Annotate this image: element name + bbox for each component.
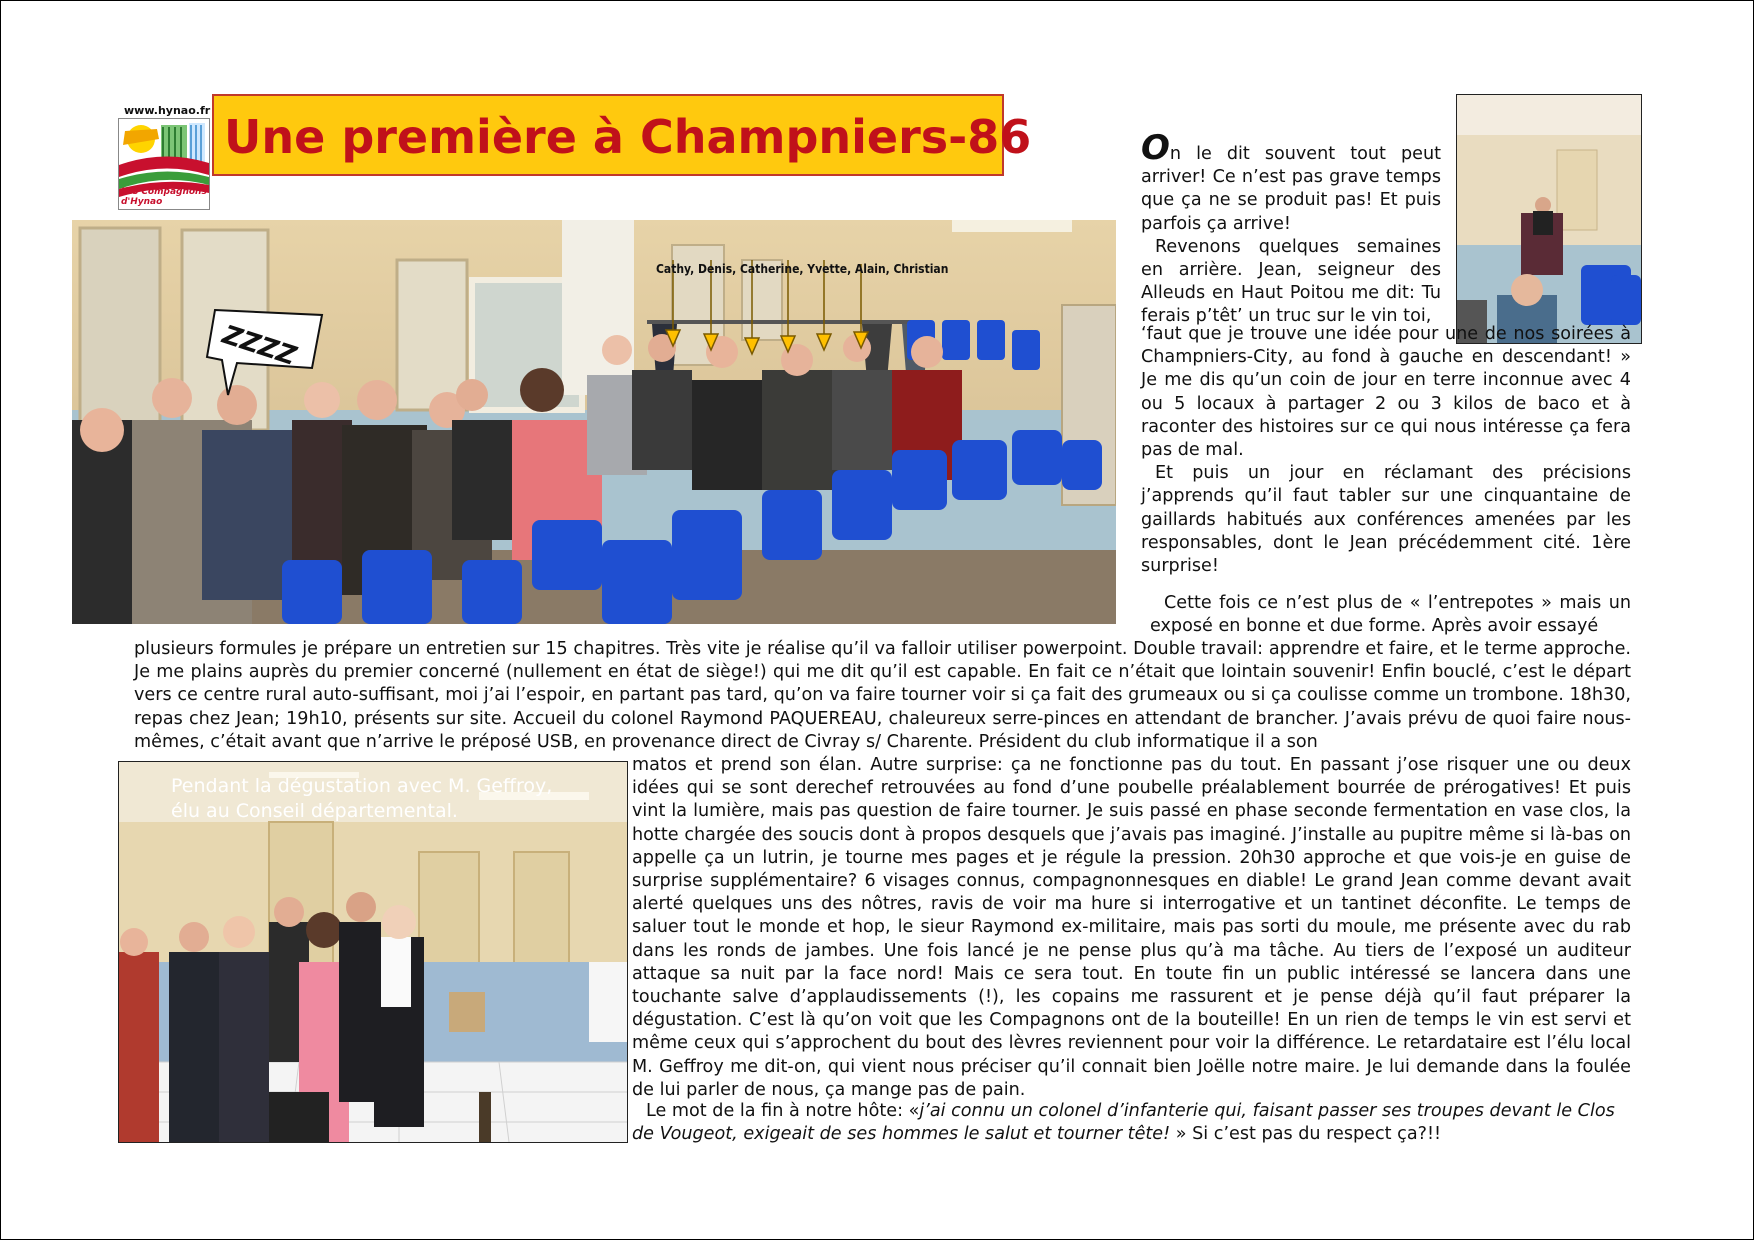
paragraph-2-rest: ‘faut que je trouve une idée pour une de nos soirées à Champniers-City, au fond à gauche en descendant! » Je me dis qu’un coin de jour en terre inconnue avec 4 ou 5 locaux à partager 2 ou 3 kilos de baco et à raconter des histoires sur ce qui nous intéresse ça fera pas de mal. [1141,324,1631,461]
caption-line-1: Pendant la dégustation avec M. Geffroy, [171,775,553,797]
article-body-upper [1141,323,1631,578]
closing-quote: j’ai connu un colonel d’infanterie qui, faisant passer ses troupes devant le Clos de Vougeot, exigeait de ses hommes le salut et tourner tête! [632,1101,1615,1145]
article-opening [1141,128,1441,329]
closing-start: Le mot de la fin à notre hôte: « [646,1101,920,1121]
tasting-caption [171,774,552,824]
paragraph-4-right [632,754,1631,1102]
photo-audience [72,220,1116,624]
logo [118,104,211,208]
logo-image [118,118,210,210]
speaker-scene [1457,95,1641,343]
title-banner [212,94,1032,176]
page-title: Une première à Champniers-86 [224,110,1032,164]
paragraph-4-intro: Cette fois ce n’est plus de « l’entrepotes » mais un exposé en bonne et due forme. Après avoir essayé [1150,593,1631,637]
logo-url: www.hynao.fr [124,104,211,117]
names-label: Cathy, Denis, Catherine, Yvette, Alain, Christian [656,262,949,276]
photo-speaker [1456,94,1642,344]
closing-paragraph [632,1100,1632,1146]
logo-footer: Les Compagnons d'Hynao [121,187,207,207]
speech-bubble-text: ZZZZ [218,320,300,372]
closing-end: » Si c’est pas du respect ça?!! [1170,1124,1442,1145]
drop-cap: O [1141,128,1170,168]
paragraph-4-wide: plusieurs formules je prépare un entretien sur 15 chapitres. Très vite je réalise qu’il va falloir utiliser powerpoint. Double travail: apprendre et faire, et le terme approche. Je me plains auprès du premier concerné (nullement en état de siège!) qui me dit qu’il est capable. En fait ce n’était que lointain souvenir! Enfin bouclé, c’est le départ vers ce centre rural auto-suffisant, moi j’ai l’espoir, en partant pas tard, qu’on va faire tourner voir si ça fait des grumeaux ou si ça coulisse comme un trombone. 18h30, repas chez Jean; 19h10, présents sur site. Accueil du colonel Raymond PAQUEREAU, chaleureux serre-pinces en attendant de brancher. J’avais prévu de quoi faire nous-mêmes, c’était avant que n’arrive le préposé USB, en provenance direct de Civray s/ Charente. Président du club informatique il a son [134,639,1631,752]
caption-line-2: élu au Conseil départemental. [171,800,458,822]
paragraph-3: Et puis un jour en réclamant des précisions j’apprends qu’il faut tabler sur une cinquantaine de gaillards habitués aux conférences amenées par les responsables, dont le Jean précédemment cité. 1ère surprise! [1141,463,1631,577]
photo-tasting [118,761,628,1143]
paragraph-4-right-text: matos et prend son élan. Autre surprise: ça ne fonctionne pas du tout. En passant j’ose risquer une ou deux idées qui se sont derechef retrouvées au fond d’une poubelle préalablement bourrée de prérogatives! Et puis vint la lumière, mais pas question de faire tourner. Je suis passé en phase seconde fermentation en vase clos, la hotte chargée des soucis dont à propos desquels que j’avais pas imaginé. J’installe au pupitre même si là-bas on appelle ça un lutrin, je tourne mes pages et je régule la pression. 20h30 approche et que vois-je en guise de surprise supplémentaire? 6 visages connus, compagnonnesques en diable! Le grand Jean comme devant avait alerté quelques uns des nôtres, ravis de voir ma hure si interrogative et un tantinet déconfite. Le temps de saluer tout le monde et hop, le sieur Raymond ex-militaire, mais pas sorti du moule, me présente avec du rab dans les ronds de jambes. Une fois lancé je ne pense plus qu’à ma tâche. Au tiers de l’exposé un auditeur attaque sa nuit par la face nord! Mais ce sera tout. En toute fin un public intéressé se lancera dans une touchante salve d’applaudissements (!), les copains me rassurent et je pense déjà qu’il faut préparer la dégustation. C’est là qu’on voit que les Compagnons ont de la bouteille! En un rien de temps le vin est servi et même ceux qui s’approchent du bout des lèvres reviennent pour voir la différence. Le retardataire est l’élu local M. Geffroy me dit-on, qui vient nous préciser qu’il connait bien Joëlle notre maire. Je lui demande dans la foulée de lui parler de nous, ça mange pas de pain. [632,755,1631,1100]
opening-text: n le dit souvent tout peut arriver! Ce n’est pas grave temps que ça ne se produit pas! Et puis parfois ça arrive! [1141,144,1441,234]
paragraph-2-start: Revenons quelques semaines en arrière. Jean, seigneur des Alleuds en Haut Poitou me dit: Tu ferais p’têt’ un truc sur le vin toi, [1141,236,1441,327]
audience-scene [72,220,1116,624]
